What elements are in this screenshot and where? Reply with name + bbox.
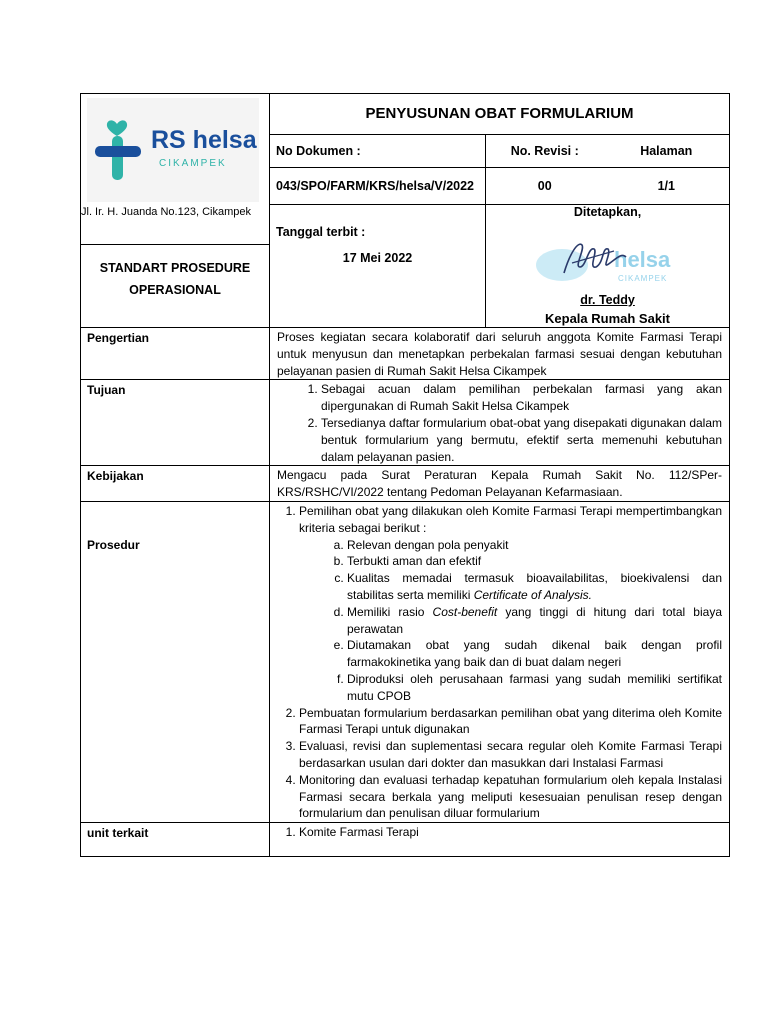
row-prosedur [81,501,730,822]
tanggal-terbit-value: 17 Mei 2022 [342,251,413,265]
sop-title-line2: OPERASIONAL [129,283,221,297]
list-item: 2. Pembuatan formularium berdasarkan pemilihan obat yang diterima oleh Komite Farmasi Terapi untuk digunakan [299,705,722,739]
list-item: 4. Monitoring dan evaluasi terhadap kepatuhan formularium oleh kepala Instalasi Farmasi secara berkala yang meliputi kesesuaian penulisan resep dengan formularium dan penulisan diluar formularium [299,772,722,822]
sop-document [80,93,729,857]
prosedur-label: Prosedur [81,501,270,822]
kriteria-c-italic: Certificate of Analysis. [473,587,592,602]
ditetapkan-cell [486,205,730,328]
list-item: 1. Sebagai acuan dalam pemilihan perbekalan farmasi yang akan dipergunakan di Rumah Sakit Helsa Cikampek [321,381,722,415]
document-title: PENYUSUNAN OBAT FORMULARIUM [270,94,730,135]
row-kebijakan [81,466,730,502]
tujuan-label: Tujuan [81,380,270,466]
tujuan-list [277,381,722,465]
no-dokumen-value: 043/SPO/FARM/KRS/helsa/V/2022 [270,168,486,205]
stamp-subtext: CIKAMPEK [618,274,668,283]
halaman-label: Halaman [604,135,730,168]
document-header [80,93,730,328]
list-item: f. Diproduksi oleh perusahaan farmasi yang sudah memiliki sertifikat mutu CPOB [347,671,722,705]
no-revisi-value: 00 [486,168,604,205]
list-item: e. Diutamakan obat yang sudah dikenal baik dengan profil farmakokinetika yang baik dan di buat dalam negeri [347,637,722,671]
kriteria-list [299,537,722,705]
kriteria-d-italic: Cost-benefit [432,604,498,619]
prosedur-list [277,503,722,822]
list-item: 1. Komite Farmasi Terapi [299,824,722,841]
row-unit-terkait [81,823,730,857]
list-item: 2. Tersedianya daftar formularium obat-obat yang disepakati digunakan dalam bentuk formularium yang bermutu, efektif serta memenuhi kebutuhan dalam pelayanan pasien. [321,415,722,465]
kriteria-d-text: Memiliki rasio [347,604,433,619]
halaman-value: 1/1 [604,168,730,205]
sop-title [81,244,269,301]
logo-cell [81,94,270,328]
list-item [347,570,722,604]
unit-terkait-list [277,824,722,841]
hospital-logo [87,98,259,202]
list-item [347,604,722,638]
list-item [299,503,722,705]
kriteria-d-text-end: yang tinggi di hitung dari total biaya perawatan [347,604,722,636]
stamp-text: helsa [614,247,671,272]
prosedur-step-1: Pemilihan obat yang dilakukan oleh Komite Farmasi Terapi mempertimbangkan kriteria sebagai berikut : [299,503,722,535]
signer-title: Kepala Rumah Sakit [545,311,671,326]
logo-subtext: CIKAMPEK [159,158,227,169]
tanggal-terbit-cell [270,205,486,328]
sop-title-line1: STANDART PROSEDURE [99,261,251,275]
document-body [80,327,730,857]
ditetapkan-label: Ditetapkan, [573,205,642,219]
list-item: 3. Evaluasi, revisi dan suplementasi secara regular oleh Komite Farmasi Terapi berdasarkan usulan dari dokter dan masukkan dari Instalasi Farmasi [299,738,722,772]
row-pengertian [81,328,730,380]
pengertian-text: Proses kegiatan secara kolaboratif dari seluruh anggota Komite Farmasi Terapi untuk menyusun dan menetapkan perbekalan farmasi sesuai dengan kebutuhan pelayanan pasien di Rumah Sakit Helsa Cikampek [270,328,730,380]
logo-text: RS helsa [151,126,257,154]
kebijakan-text: Mengacu pada Surat Peraturan Kepala Rumah Sakit No. 112/SPer-KRS/RSHC/VI/2022 tentang Pedoman Pelayanan Kefarmasiaan. [270,466,730,502]
row-tujuan [81,380,730,466]
no-revisi-label: No. Revisi : [486,135,604,168]
pengertian-label: Pengertian [81,328,270,380]
signature-stamp [522,223,672,295]
no-dokumen-label: No Dokumen : [270,135,486,168]
signer-name: dr. Teddy [580,293,635,307]
list-item: a. Relevan dengan pola penyakit [347,537,722,554]
signature-stamp-icon [522,223,672,295]
kebijakan-label: Kebijakan [81,466,270,502]
rs-helsa-logo-icon [87,98,259,202]
tanggal-terbit-label: Tanggal terbit : [276,225,366,239]
kriteria-c-text: Kualitas memadai termasuk bioavailabilitas, bioekivalensi dan stabilitas serta memiliki [347,571,722,602]
list-item: b. Terbukti aman dan efektif [347,553,722,570]
hospital-address: Jl. Ir. H. Juanda No.123, Cikampek [81,206,251,218]
unit-terkait-label: unit terkait [81,823,270,857]
